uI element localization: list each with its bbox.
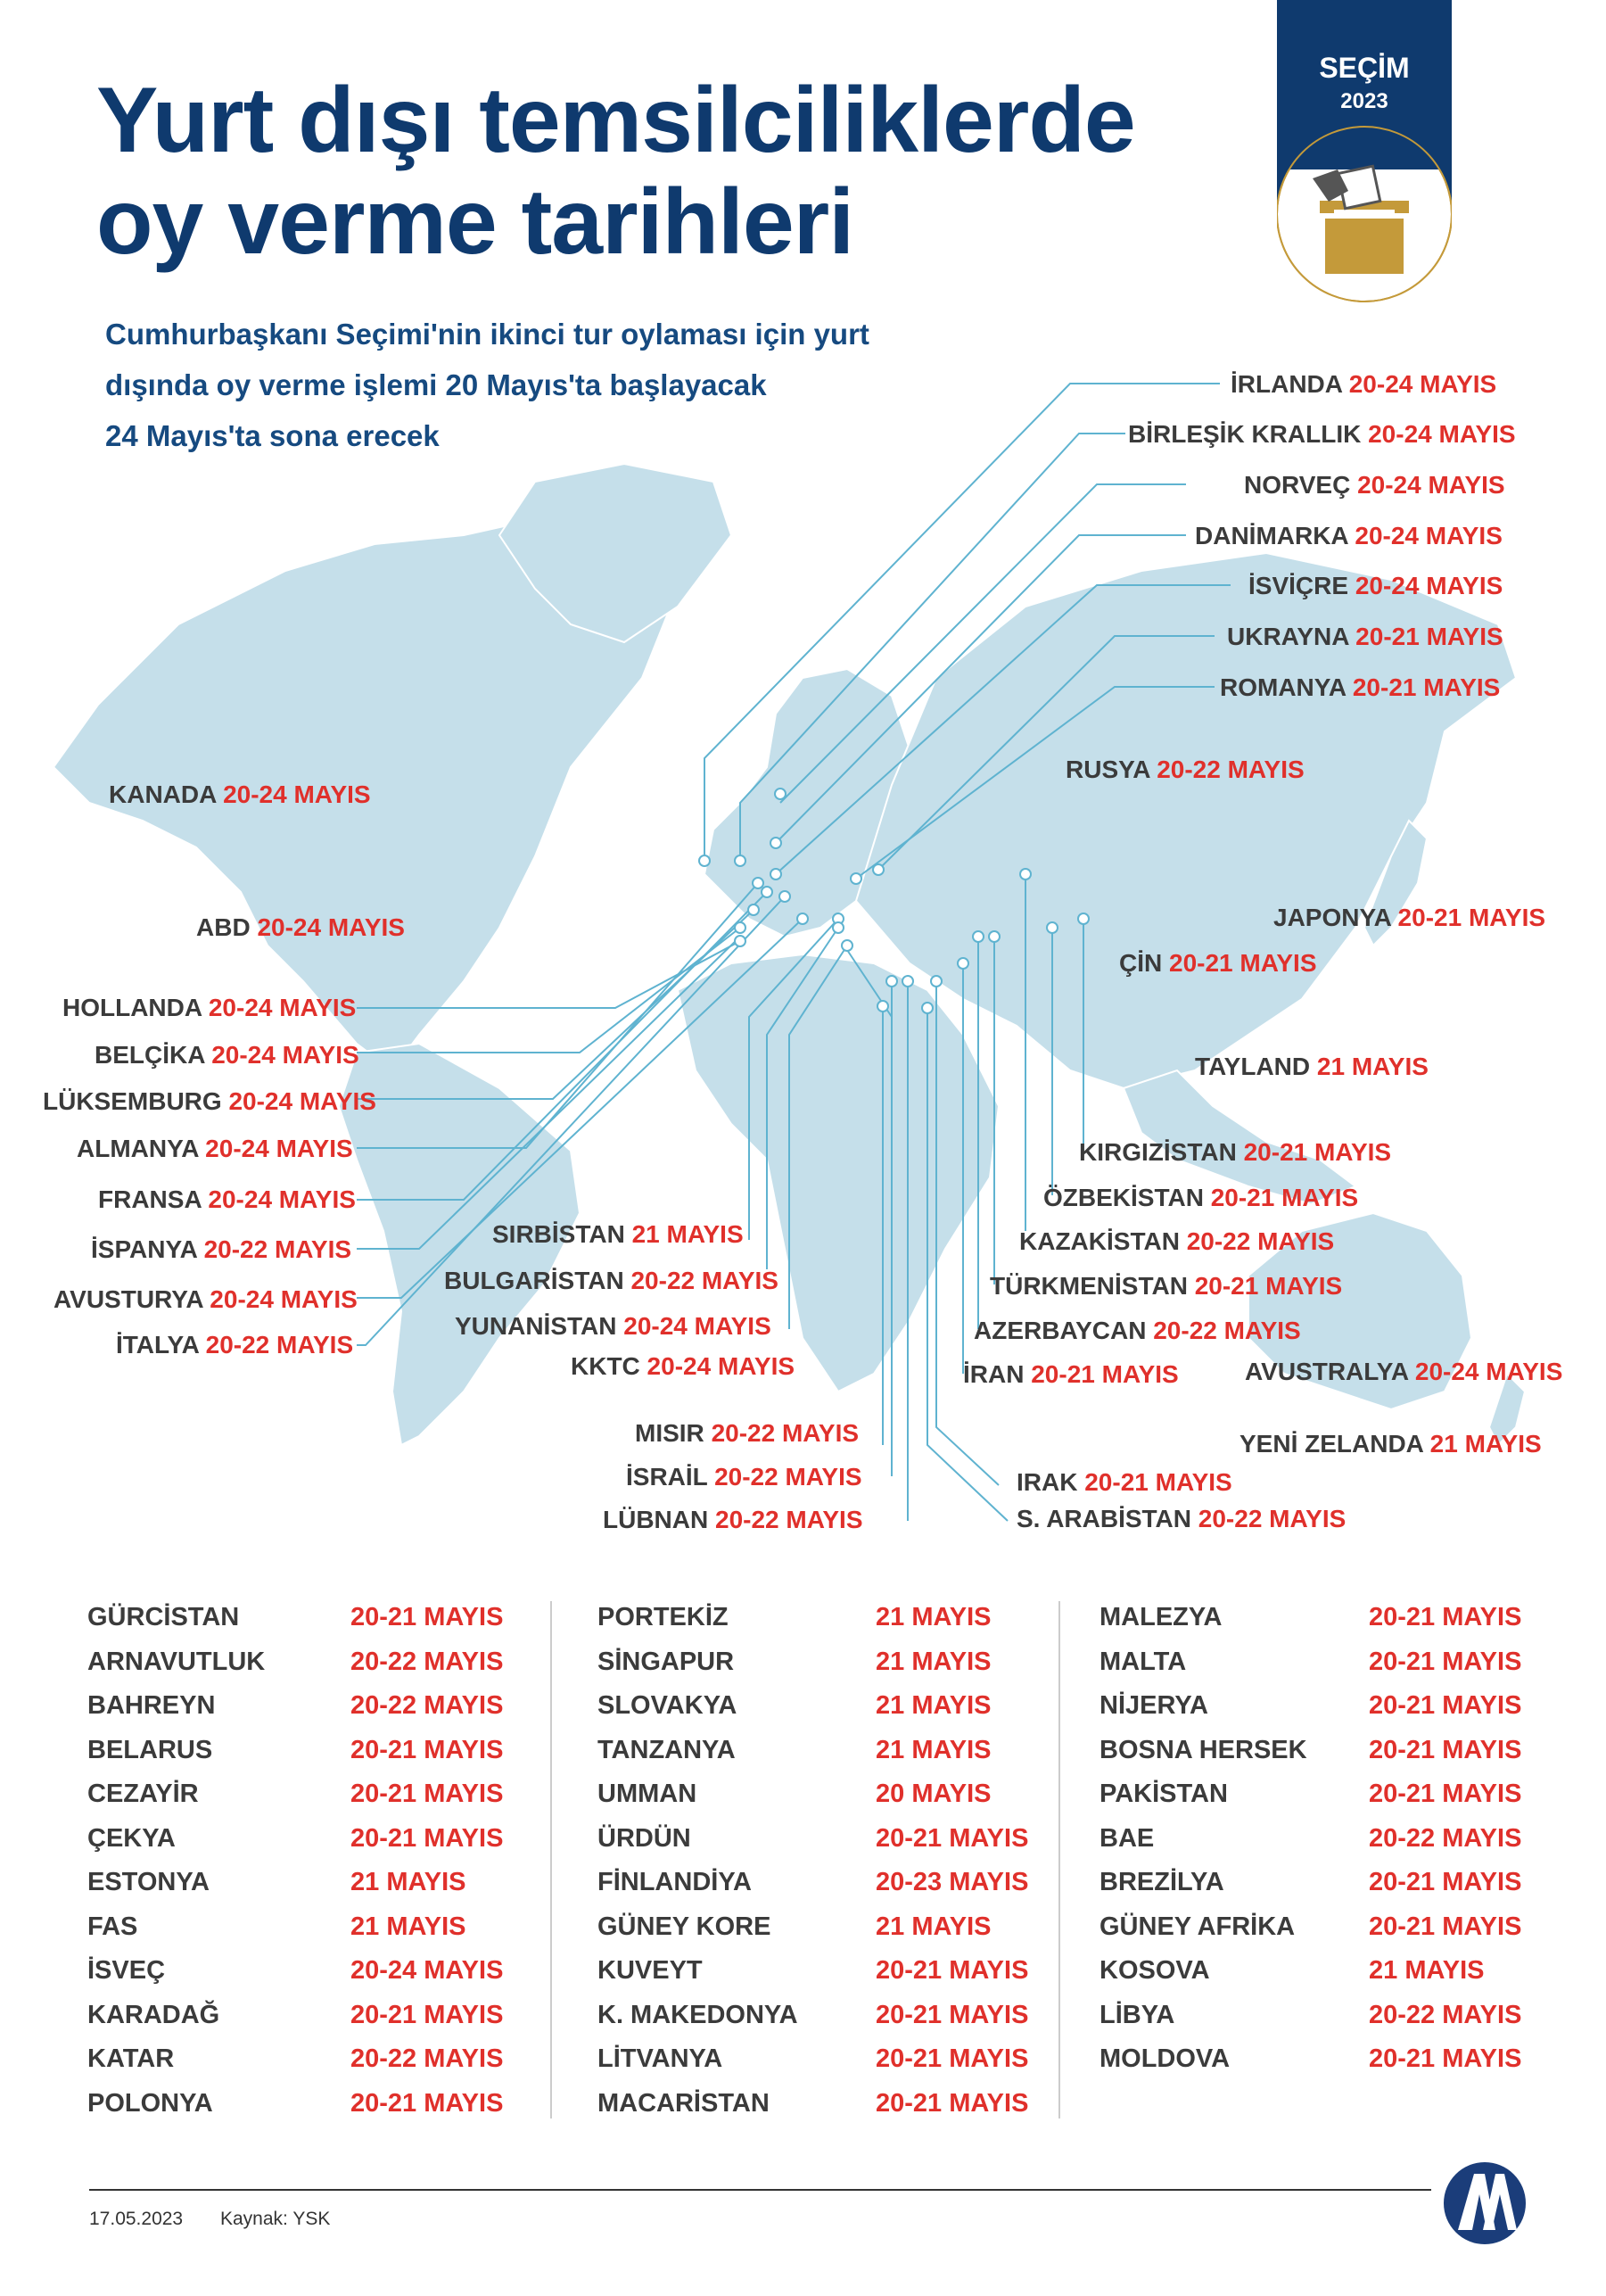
map-label-abd: ABD 20-24 MAYIS xyxy=(196,913,405,941)
table-row-name: BREZİLYA xyxy=(1099,1868,1224,1896)
map-label-hollanda: HOLLANDA 20-24 MAYIS xyxy=(62,994,357,1021)
table-row-date: 21 MAYIS xyxy=(350,1868,466,1896)
table-row-name: SİNGAPUR xyxy=(597,1648,735,1676)
table-row-name: KATAR xyxy=(87,2044,175,2073)
badge-year: 2023 xyxy=(1340,89,1388,113)
table-row-date: 20-24 MAYIS xyxy=(350,1956,504,1985)
table-row-name: BAE xyxy=(1099,1824,1155,1853)
table-row-name: ESTONYA xyxy=(87,1868,210,1896)
map-label-israil: İSRAİL 20-22 MAYIS xyxy=(626,1463,862,1491)
map-label-japonya: JAPONYA 20-21 MAYIS xyxy=(1273,904,1546,931)
aa-logo-icon xyxy=(1440,2154,1529,2252)
table-row-name: GÜRCİSTAN xyxy=(87,1603,240,1631)
table-row-name: LİBYA xyxy=(1099,2001,1175,2029)
map-label-misir: MISIR 20-22 MAYIS xyxy=(635,1419,860,1447)
badge-title: SEÇİM xyxy=(1319,52,1410,84)
table-row-date: 20-21 MAYIS xyxy=(350,2001,504,2029)
map-label-ozbekistan: ÖZBEKİSTAN 20-21 MAYIS xyxy=(1043,1184,1359,1211)
map-label-iran: İRAN 20-21 MAYIS xyxy=(963,1360,1179,1388)
subtitle-line-1: Cumhurbaşkanı Seçimi'nin ikinci tur oylaması için yurt xyxy=(105,318,869,351)
table-row-name: ÜRDÜN xyxy=(597,1824,691,1853)
map-label-tayland: TAYLAND 21 MAYIS xyxy=(1195,1053,1429,1080)
subtitle-line-2: dışında oy verme işlemi 20 Mayıs'ta başlayacak xyxy=(105,368,767,401)
table-row-date: 20-22 MAYIS xyxy=(350,2044,504,2073)
table-row-date: 20-21 MAYIS xyxy=(1369,1868,1522,1896)
table-row-name: KOSOVA xyxy=(1099,1956,1210,1985)
map-label-irak: IRAK 20-21 MAYIS xyxy=(1017,1468,1232,1496)
table-row-date: 20 MAYIS xyxy=(876,1780,992,1808)
footer-date: 17.05.2023 xyxy=(89,2209,184,2229)
table-row-date: 20-21 MAYIS xyxy=(876,2001,1029,2029)
map-label-ispanya: İSPANYA 20-22 MAYIS xyxy=(91,1235,352,1263)
table-row-name: FAS xyxy=(87,1912,138,1941)
table-row-date: 20-21 MAYIS xyxy=(1369,1603,1522,1631)
table-row-date: 21 MAYIS xyxy=(1369,1956,1485,1985)
table-row-date: 20-21 MAYIS xyxy=(350,1780,504,1808)
table-row-name: ARNAVUTLUK xyxy=(87,1648,266,1676)
map-label-kanada: KANADA 20-24 MAYIS xyxy=(109,780,371,808)
table-row-date: 20-21 MAYIS xyxy=(1369,1648,1522,1676)
map-label-ukrayna: UKRAYNA 20-21 MAYIS xyxy=(1227,623,1503,650)
map-label-belcika: BELÇİKA 20-24 MAYIS xyxy=(95,1041,359,1069)
map-label-cin: ÇİN 20-21 MAYIS xyxy=(1119,949,1317,977)
map-label-norvec: NORVEÇ 20-24 MAYIS xyxy=(1244,471,1505,499)
table-row-name: UMMAN xyxy=(597,1780,697,1808)
table-row-date: 21 MAYIS xyxy=(876,1603,992,1631)
table-row-date: 20-21 MAYIS xyxy=(350,1603,504,1631)
map-label-azerbaycan: AZERBAYCAN 20-22 MAYIS xyxy=(974,1317,1301,1344)
table-row-date: 20-21 MAYIS xyxy=(876,2044,1029,2073)
map-label-luksemburg: LÜKSEMBURG 20-24 MAYIS xyxy=(43,1087,376,1115)
title-line-1: Yurt dışı temsilciliklerde xyxy=(96,69,1135,172)
table-row-name: K. MAKEDONYA xyxy=(597,2001,798,2029)
table-row-name: MOLDOVA xyxy=(1099,2044,1231,2073)
map-label-avusturya: AVUSTURYA 20-24 MAYIS xyxy=(54,1285,358,1313)
table-row-date: 20-21 MAYIS xyxy=(350,2089,504,2118)
table-row-date: 21 MAYIS xyxy=(876,1691,992,1720)
table-row-date: 20-21 MAYIS xyxy=(350,1824,504,1853)
table-row-date: 20-22 MAYIS xyxy=(1369,2001,1522,2029)
map-label-kazakistan: KAZAKİSTAN 20-22 MAYIS xyxy=(1019,1227,1335,1255)
map-label-avustralya: AVUSTRALYA 20-24 MAYIS xyxy=(1245,1358,1563,1385)
map-label-fransa: FRANSA 20-24 MAYIS xyxy=(98,1185,356,1213)
map-label-s-arabistan: S. ARABİSTAN 20-22 MAYIS xyxy=(1017,1505,1347,1532)
map-label-italya: İTALYA 20-22 MAYIS xyxy=(116,1331,354,1359)
table-row-date: 21 MAYIS xyxy=(876,1736,992,1764)
table-row-date: 20-21 MAYIS xyxy=(876,2089,1029,2118)
table-row-name: İSVEÇ xyxy=(87,1956,166,1985)
table-row-name: PAKİSTAN xyxy=(1099,1780,1228,1808)
table-row-date: 20-22 MAYIS xyxy=(350,1648,504,1676)
table-row-date: 21 MAYIS xyxy=(876,1648,992,1676)
table-row-date: 20-21 MAYIS xyxy=(876,1956,1029,1985)
table-row-date: 21 MAYIS xyxy=(876,1912,992,1941)
table-row-name: ÇEKYA xyxy=(87,1824,176,1853)
map-label-birlesik-krallik: BİRLEŞİK KRALLIK 20-24 MAYIS xyxy=(1128,420,1516,448)
map-label-romanya: ROMANYA 20-21 MAYIS xyxy=(1220,673,1501,701)
table-row-name: NİJERYA xyxy=(1099,1691,1208,1720)
table-row-date: 20-22 MAYIS xyxy=(350,1691,504,1720)
map-label-yeni-zelanda: YENİ ZELANDA 21 MAYIS xyxy=(1240,1430,1542,1458)
map-label-almanya: ALMANYA 20-24 MAYIS xyxy=(77,1135,353,1162)
map-label-danimarka: DANİMARKA 20-24 MAYIS xyxy=(1195,522,1503,549)
map-label-kirgizistan: KIRGIZİSTAN 20-21 MAYIS xyxy=(1079,1138,1392,1166)
table-row-name: BAHREYN xyxy=(87,1691,216,1720)
table-row-name: BOSNA HERSEK xyxy=(1099,1736,1307,1764)
table-row-date: 20-22 MAYIS xyxy=(1369,1824,1522,1853)
table-row-name: GÜNEY AFRİKA xyxy=(1099,1912,1296,1941)
title-line-2: oy verme tarihleri xyxy=(96,170,854,274)
table-row-name: FİNLANDİYA xyxy=(597,1868,752,1896)
table-row-name: MALTA xyxy=(1099,1648,1187,1676)
table-row-date: 20-21 MAYIS xyxy=(1369,1780,1522,1808)
table-row-name: KARADAĞ xyxy=(87,2001,220,2029)
table-row-name: SLOVAKYA xyxy=(597,1691,737,1720)
table-row-date: 20-21 MAYIS xyxy=(1369,1736,1522,1764)
table-row-name: TANZANYA xyxy=(597,1736,736,1764)
table-row-name: POLONYA xyxy=(87,2089,213,2118)
map-label-turkmenistan: TÜRKMENİSTAN 20-21 MAYIS xyxy=(990,1272,1343,1300)
subtitle-line-3: 24 Mayıs'ta sona erecek xyxy=(105,419,440,452)
map-label-lubnan: LÜBNAN 20-22 MAYIS xyxy=(603,1506,863,1533)
table-row-date: 20-21 MAYIS xyxy=(350,1736,504,1764)
table-row-name: MACARİSTAN xyxy=(597,2089,770,2118)
map-label-sirbistan: SIRBİSTAN 21 MAYIS xyxy=(492,1220,744,1248)
map-label-irlanda: İRLANDA 20-24 MAYIS xyxy=(1231,370,1497,398)
map-label-isvicre: İSVİÇRE 20-24 MAYIS xyxy=(1248,572,1503,599)
table-row-date: 21 MAYIS xyxy=(350,1912,466,1941)
map-label-yunanistan: YUNANİSTAN 20-24 MAYIS xyxy=(455,1312,771,1340)
table-row-name: PORTEKİZ xyxy=(597,1603,729,1631)
map-label-rusya: RUSYA 20-22 MAYIS xyxy=(1066,756,1305,783)
table-row-date: 20-21 MAYIS xyxy=(1369,1691,1522,1720)
table-row-name: MALEZYA xyxy=(1099,1603,1223,1631)
table-row-date: 20-21 MAYIS xyxy=(1369,2044,1522,2073)
table-row-name: GÜNEY KORE xyxy=(597,1912,771,1941)
table-row-date: 20-21 MAYIS xyxy=(1369,1912,1522,1941)
table-row-name: BELARUS xyxy=(87,1736,213,1764)
table-row-name: CEZAYİR xyxy=(87,1780,199,1808)
map-label-bulgaristan: BULGARİSTAN 20-22 MAYIS xyxy=(444,1267,778,1294)
footer-source: Kaynak: YSK xyxy=(220,2209,331,2229)
table-row-name: LİTVANYA xyxy=(597,2044,723,2073)
table-row-name: KUVEYT xyxy=(597,1956,703,1985)
map-label-kktc: KKTC 20-24 MAYIS xyxy=(571,1352,795,1380)
table-row-date: 20-23 MAYIS xyxy=(876,1868,1029,1896)
table-row-date: 20-21 MAYIS xyxy=(876,1824,1029,1853)
